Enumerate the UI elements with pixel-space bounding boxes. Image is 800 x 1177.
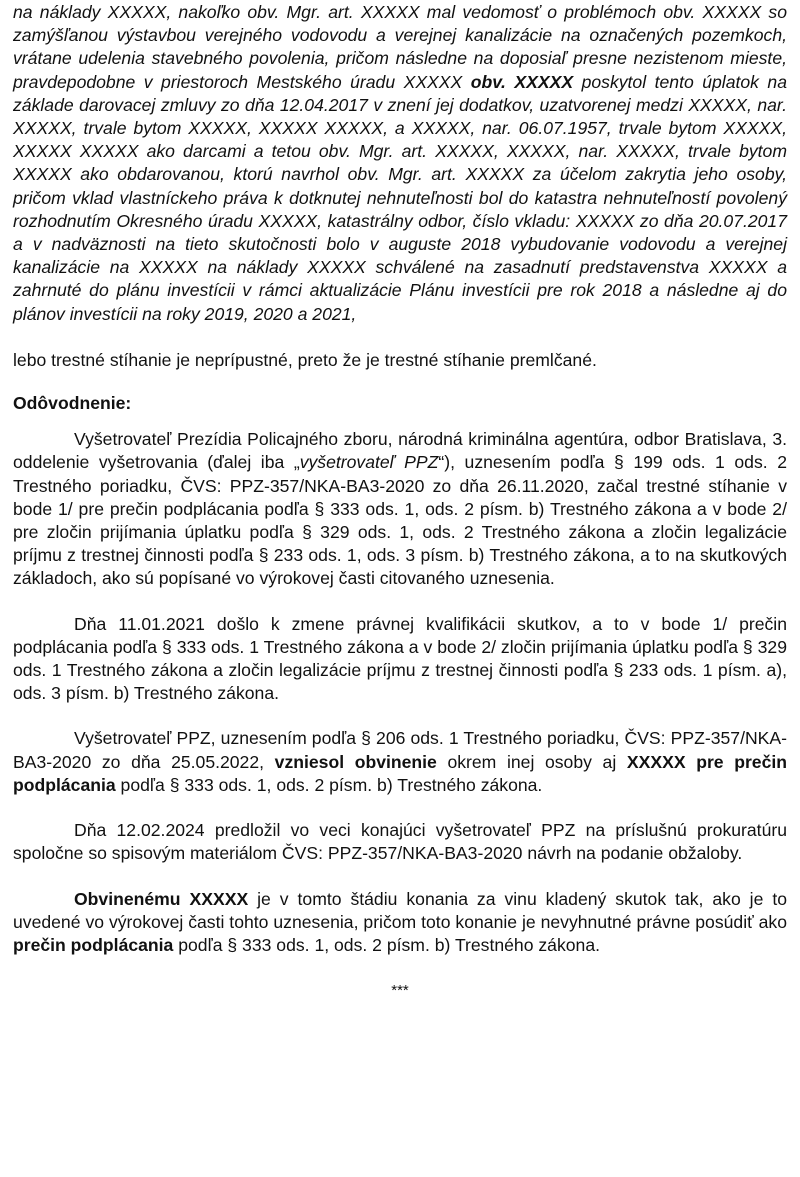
document-page xyxy=(13,1,787,1002)
opening-text-part2: poskytol tento úplatok na základe darovacej zmluvy zo dňa 12.04.2017 v znení jej dodatkov, uzatvorenej medzi XXXXX, nar. XXXXX, trvale bytom XXXXX, XXXXX XXXXX, a XXXXX, nar. 06.07.1957, trvale bytom XXXXX, XXXXX XXXXX ako darcami a tetou obv. Mgr. art. XXXXX, XXXXX, nar. XXXXX, trvale bytom XXXXX ako obdarovanou, ktorú navrhol obv. Mgr. art. XXXXX za účelom zakrytia jeho osoby, pričom vklad vlastníckeho práva k dotknutej nehnuteľnosti bol do katastra nehnuteľností povolený rozhodnutím Okresného úradu XXXXX, katastrálny odbor, číslo vkladu: XXXXX zo dňa 20.07.2017 a v nadväznosti na tieto skutočnosti bolo v auguste 2018 vybudovanie vodovodu a verejnej kanalizácie na XXXXX na náklady XXXXX schválené na zasadnutí predstavenstva XXXXX a zahrnuté do plánu investícii v rámci aktualizácie Plánu investícii pre rok 2018 a následne aj do plánov investícii na roky 2019, 2020 a 2021, xyxy=(13,71,788,324)
opening-paragraph xyxy=(13,1,787,326)
p5-bold1: Obvinenému XXXXX xyxy=(74,888,249,909)
p5-bold2: prečin podplácania xyxy=(13,934,174,955)
p3-bold1: vzniesol obvinenie xyxy=(274,751,437,772)
opening-text-part1: na náklady XXXXX, nakoľko obv. Mgr. art. XXXXX mal vedomosť o problémoch obv. XXXXX so zamýšľanou výstavbou verejného vodovodu a verejnej kanalizácie na označených pozemkoch, vrátane udelenia stavebného povolenia, pričom následne na doposiaľ presne nezistenom mieste, pravdepodobne v priestoroch Mestského úradu XXXXX xyxy=(13,2,787,92)
p3-part2: okrem inej osoby aj xyxy=(436,751,627,772)
p1-part1: Vyšetrovateľ Prezídia Policajného zboru, národná kriminálna agentúra, odbor Bratislava, 3. oddelenie vyšetrovania (ďalej iba „ xyxy=(13,429,787,473)
section-heading: Odôvodnenie: xyxy=(13,393,132,414)
section-separator: *** xyxy=(391,982,409,1000)
paragraph-2: Dňa 11.01.2021 došlo k zmene právnej kvalifikácii skutkov, a to v bode 1/ prečin podplácania podľa § 333 ods. 1 Trestného zákona a v bode 2/ zločin prijímania úplatku podľa § 329 ods. 1 Trestného zákona a zločin legalizácie príjmu z trestnej činnosti podľa § 233 ods. 1 písm. a), ods. 3 písm. b) Trestného zákona. xyxy=(13,613,787,704)
paragraph-3 xyxy=(13,727,787,797)
p3-part1: Vyšetrovateľ PPZ, uznesením podľa § 206 ods. 1 Trestného poriadku, ČVS: PPZ-357/NKA-BA3-2020 zo dňa 25.05.2022, xyxy=(13,728,787,772)
conclusion-line: lebo trestné stíhanie je neprípustné, preto že je trestné stíhanie premlčané. xyxy=(13,349,597,370)
p5-part1: je v tomto štádiu konania za vinu kladený skutok tak, ako je to uvedené vo výrokovej časti tohto uznesenia, pričom toto konanie je nevyhnutné právne posúdiť ako xyxy=(13,888,787,932)
p3-bold2: XXXXX pre prečin podplácania xyxy=(13,751,787,795)
paragraph-5 xyxy=(13,888,787,958)
p1-part2: “), uznesením podľa § 199 ods. 1 ods. 2 Trestného poriadku, ČVS: PPZ-357/NKA-BA3-2020 zo dňa 26.11.2020, začal trestné stíhanie v bode 1/ pre prečin podplácania podľa § 333 ods. 1, ods. 2 písm. b) Trestného zákona a v bode 2/ pre zločin prijímania úplatku podľa § 329 ods. 1, ods. 2 Trestného zákona a zločin legalizácie príjmu z trestnej činnosti podľa § 233 ods. 1, ods. 3 písm. b) Trestného zákona, a to na skutkových základoch, ako sú popísané vo výrokovej časti citovaného uznesenia. xyxy=(13,452,787,589)
p1-italic: vyšetrovateľ PPZ xyxy=(299,452,439,473)
paragraph-1 xyxy=(13,428,787,590)
opening-text-bold: obv. XXXXX xyxy=(470,71,574,92)
paragraph-4: Dňa 12.02.2024 predložil vo veci konajúci vyšetrovateľ PPZ na príslušnú prokuratúru spoločne so spisovým materiálom ČVS: PPZ-357/NKA-BA3-2020 návrh na podanie obžaloby. xyxy=(13,820,787,864)
p5-part2: podľa § 333 ods. 1, ods. 2 písm. b) Trestného zákona. xyxy=(173,934,601,955)
p3-part3: podľa § 333 ods. 1, ods. 2 písm. b) Trestného zákona. xyxy=(115,774,543,795)
